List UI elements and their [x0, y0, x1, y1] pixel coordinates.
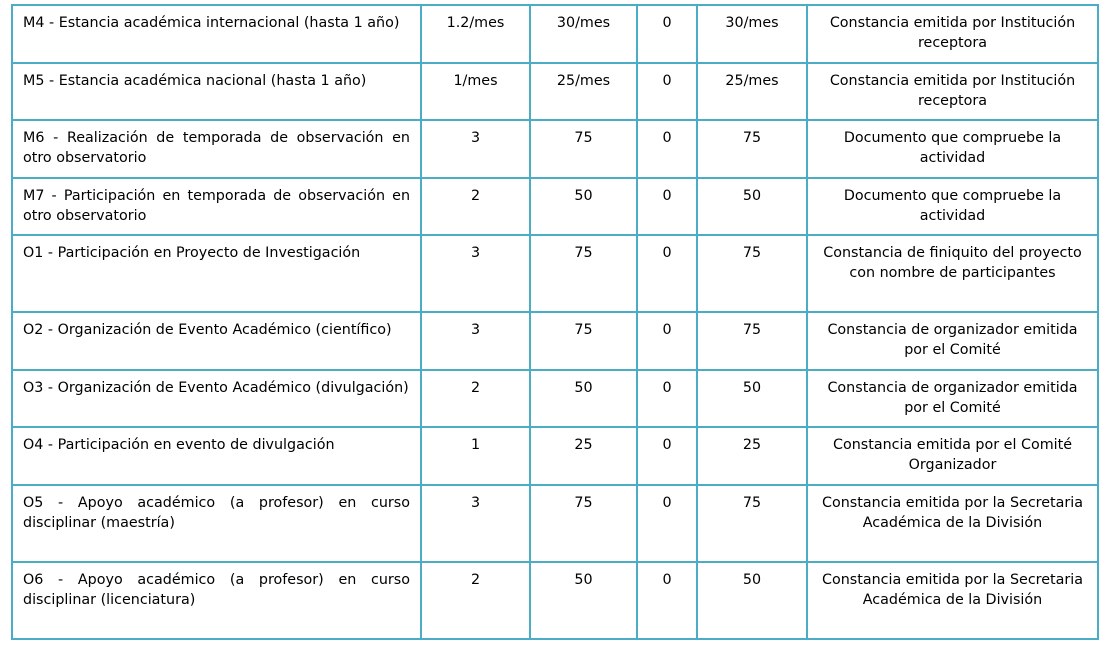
- activity-description: Organización de Evento Académico (divulgación): [57, 380, 409, 396]
- activity-description-cell: M6 - Realización de temporada de observación en otro observatorio: [12, 120, 421, 178]
- table-row: [12, 562, 1098, 639]
- table-row: [12, 312, 1098, 370]
- value-cell: 2: [421, 370, 530, 427]
- value-cell: 0: [637, 235, 697, 312]
- value-cell: 50: [697, 178, 807, 235]
- activity-description: Organización de Evento Académico (científico): [57, 322, 392, 338]
- value-cell: 0: [637, 63, 697, 120]
- table-row: [12, 120, 1098, 178]
- table-row: [12, 427, 1098, 485]
- table-row: [12, 63, 1098, 120]
- evidence-cell: Constancia emitida por la Secretaria Académica de la División: [807, 562, 1098, 639]
- activity-description: Participación en evento de divulgación: [57, 437, 335, 453]
- evidence-cell: Constancia emitida por Institución receptora: [807, 5, 1098, 63]
- table-row: [12, 485, 1098, 562]
- evidence-cell: Constancia de organizador emitida por el Comité: [807, 312, 1098, 370]
- activity-code: O6: [23, 572, 44, 588]
- activity-code: O1: [23, 245, 44, 261]
- activity-code: M6: [23, 130, 45, 146]
- value-cell: 75: [530, 235, 637, 312]
- activity-code: M4: [23, 15, 45, 31]
- activity-description-cell: O2 - Organización de Evento Académico (científico): [12, 312, 421, 370]
- activity-description: Realización de temporada de observación en otro observatorio: [23, 130, 410, 166]
- table-row: [12, 235, 1098, 312]
- evidence-cell: Documento que compruebe la actividad: [807, 120, 1098, 178]
- value-cell: 50: [530, 178, 637, 235]
- value-cell: 0: [637, 5, 697, 63]
- activity-description: Estancia académica internacional (hasta 1 año): [58, 15, 400, 31]
- value-cell: 75: [697, 485, 807, 562]
- value-cell: 25/mes: [530, 63, 637, 120]
- activity-description-cell: M4 - Estancia académica internacional (hasta 1 año): [12, 5, 421, 63]
- value-cell: 3: [421, 120, 530, 178]
- value-cell: 50: [697, 562, 807, 639]
- evidence-cell: Documento que compruebe la actividad: [807, 178, 1098, 235]
- value-cell: 1: [421, 427, 530, 485]
- activity-description: Apoyo académico (a profesor) en curso disciplinar (maestría): [23, 495, 410, 531]
- activity-description: Estancia académica nacional (hasta 1 año): [58, 73, 367, 89]
- evidence-cell: Constancia de organizador emitida por el Comité: [807, 370, 1098, 427]
- evidence-cell: Constancia de finiquito del proyecto con nombre de participantes: [807, 235, 1098, 312]
- value-cell: 50: [697, 370, 807, 427]
- activity-code: M7: [23, 188, 45, 204]
- value-cell: 25/mes: [697, 63, 807, 120]
- value-cell: 75: [697, 312, 807, 370]
- table-row: [12, 5, 1098, 63]
- value-cell: 75: [530, 312, 637, 370]
- value-cell: 75: [697, 235, 807, 312]
- table-row: [12, 178, 1098, 235]
- value-cell: 75: [697, 120, 807, 178]
- value-cell: 3: [421, 312, 530, 370]
- value-cell: 25: [530, 427, 637, 485]
- activity-code: O5: [23, 495, 44, 511]
- activity-description-cell: M7 - Participación en temporada de observación en otro observatorio: [12, 178, 421, 235]
- value-cell: 0: [637, 562, 697, 639]
- value-cell: 50: [530, 370, 637, 427]
- table-row: [12, 370, 1098, 427]
- value-cell: 0: [637, 427, 697, 485]
- value-cell: 1.2/mes: [421, 5, 530, 63]
- value-cell: 0: [637, 312, 697, 370]
- activity-code: M5: [23, 73, 45, 89]
- evidence-cell: Constancia emitida por la Secretaria Académica de la División: [807, 485, 1098, 562]
- value-cell: 1/mes: [421, 63, 530, 120]
- activity-description-cell: O1 - Participación en Proyecto de Investigación: [12, 235, 421, 312]
- activity-description: Participación en Proyecto de Investigación: [57, 245, 361, 261]
- activities-table-container: [11, 4, 1099, 640]
- activity-code: O4: [23, 437, 44, 453]
- activity-description: Apoyo académico (a profesor) en curso disciplinar (licenciatura): [23, 572, 410, 608]
- activity-description-cell: O4 - Participación en evento de divulgación: [12, 427, 421, 485]
- activity-description-cell: O6 - Apoyo académico (a profesor) en curso disciplinar (licenciatura): [12, 562, 421, 639]
- value-cell: 2: [421, 562, 530, 639]
- value-cell: 30/mes: [530, 5, 637, 63]
- activity-code: O3: [23, 380, 44, 396]
- value-cell: 2: [421, 178, 530, 235]
- value-cell: 30/mes: [697, 5, 807, 63]
- evidence-cell: Constancia emitida por Institución receptora: [807, 63, 1098, 120]
- activity-description: Participación en temporada de observación en otro observatorio: [23, 188, 411, 224]
- value-cell: 3: [421, 485, 530, 562]
- value-cell: 75: [530, 485, 637, 562]
- activity-code: O2: [23, 322, 44, 338]
- activity-description-cell: O5 - Apoyo académico (a profesor) en curso disciplinar (maestría): [12, 485, 421, 562]
- value-cell: 75: [530, 120, 637, 178]
- value-cell: 0: [637, 120, 697, 178]
- activity-description-cell: O3 - Organización de Evento Académico (divulgación): [12, 370, 421, 427]
- value-cell: 0: [637, 178, 697, 235]
- activities-table: [11, 4, 1099, 640]
- value-cell: 25: [697, 427, 807, 485]
- evidence-cell: Constancia emitida por el Comité Organizador: [807, 427, 1098, 485]
- value-cell: 0: [637, 370, 697, 427]
- activity-description-cell: M5 - Estancia académica nacional (hasta 1 año): [12, 63, 421, 120]
- value-cell: 0: [637, 485, 697, 562]
- value-cell: 3: [421, 235, 530, 312]
- value-cell: 50: [530, 562, 637, 639]
